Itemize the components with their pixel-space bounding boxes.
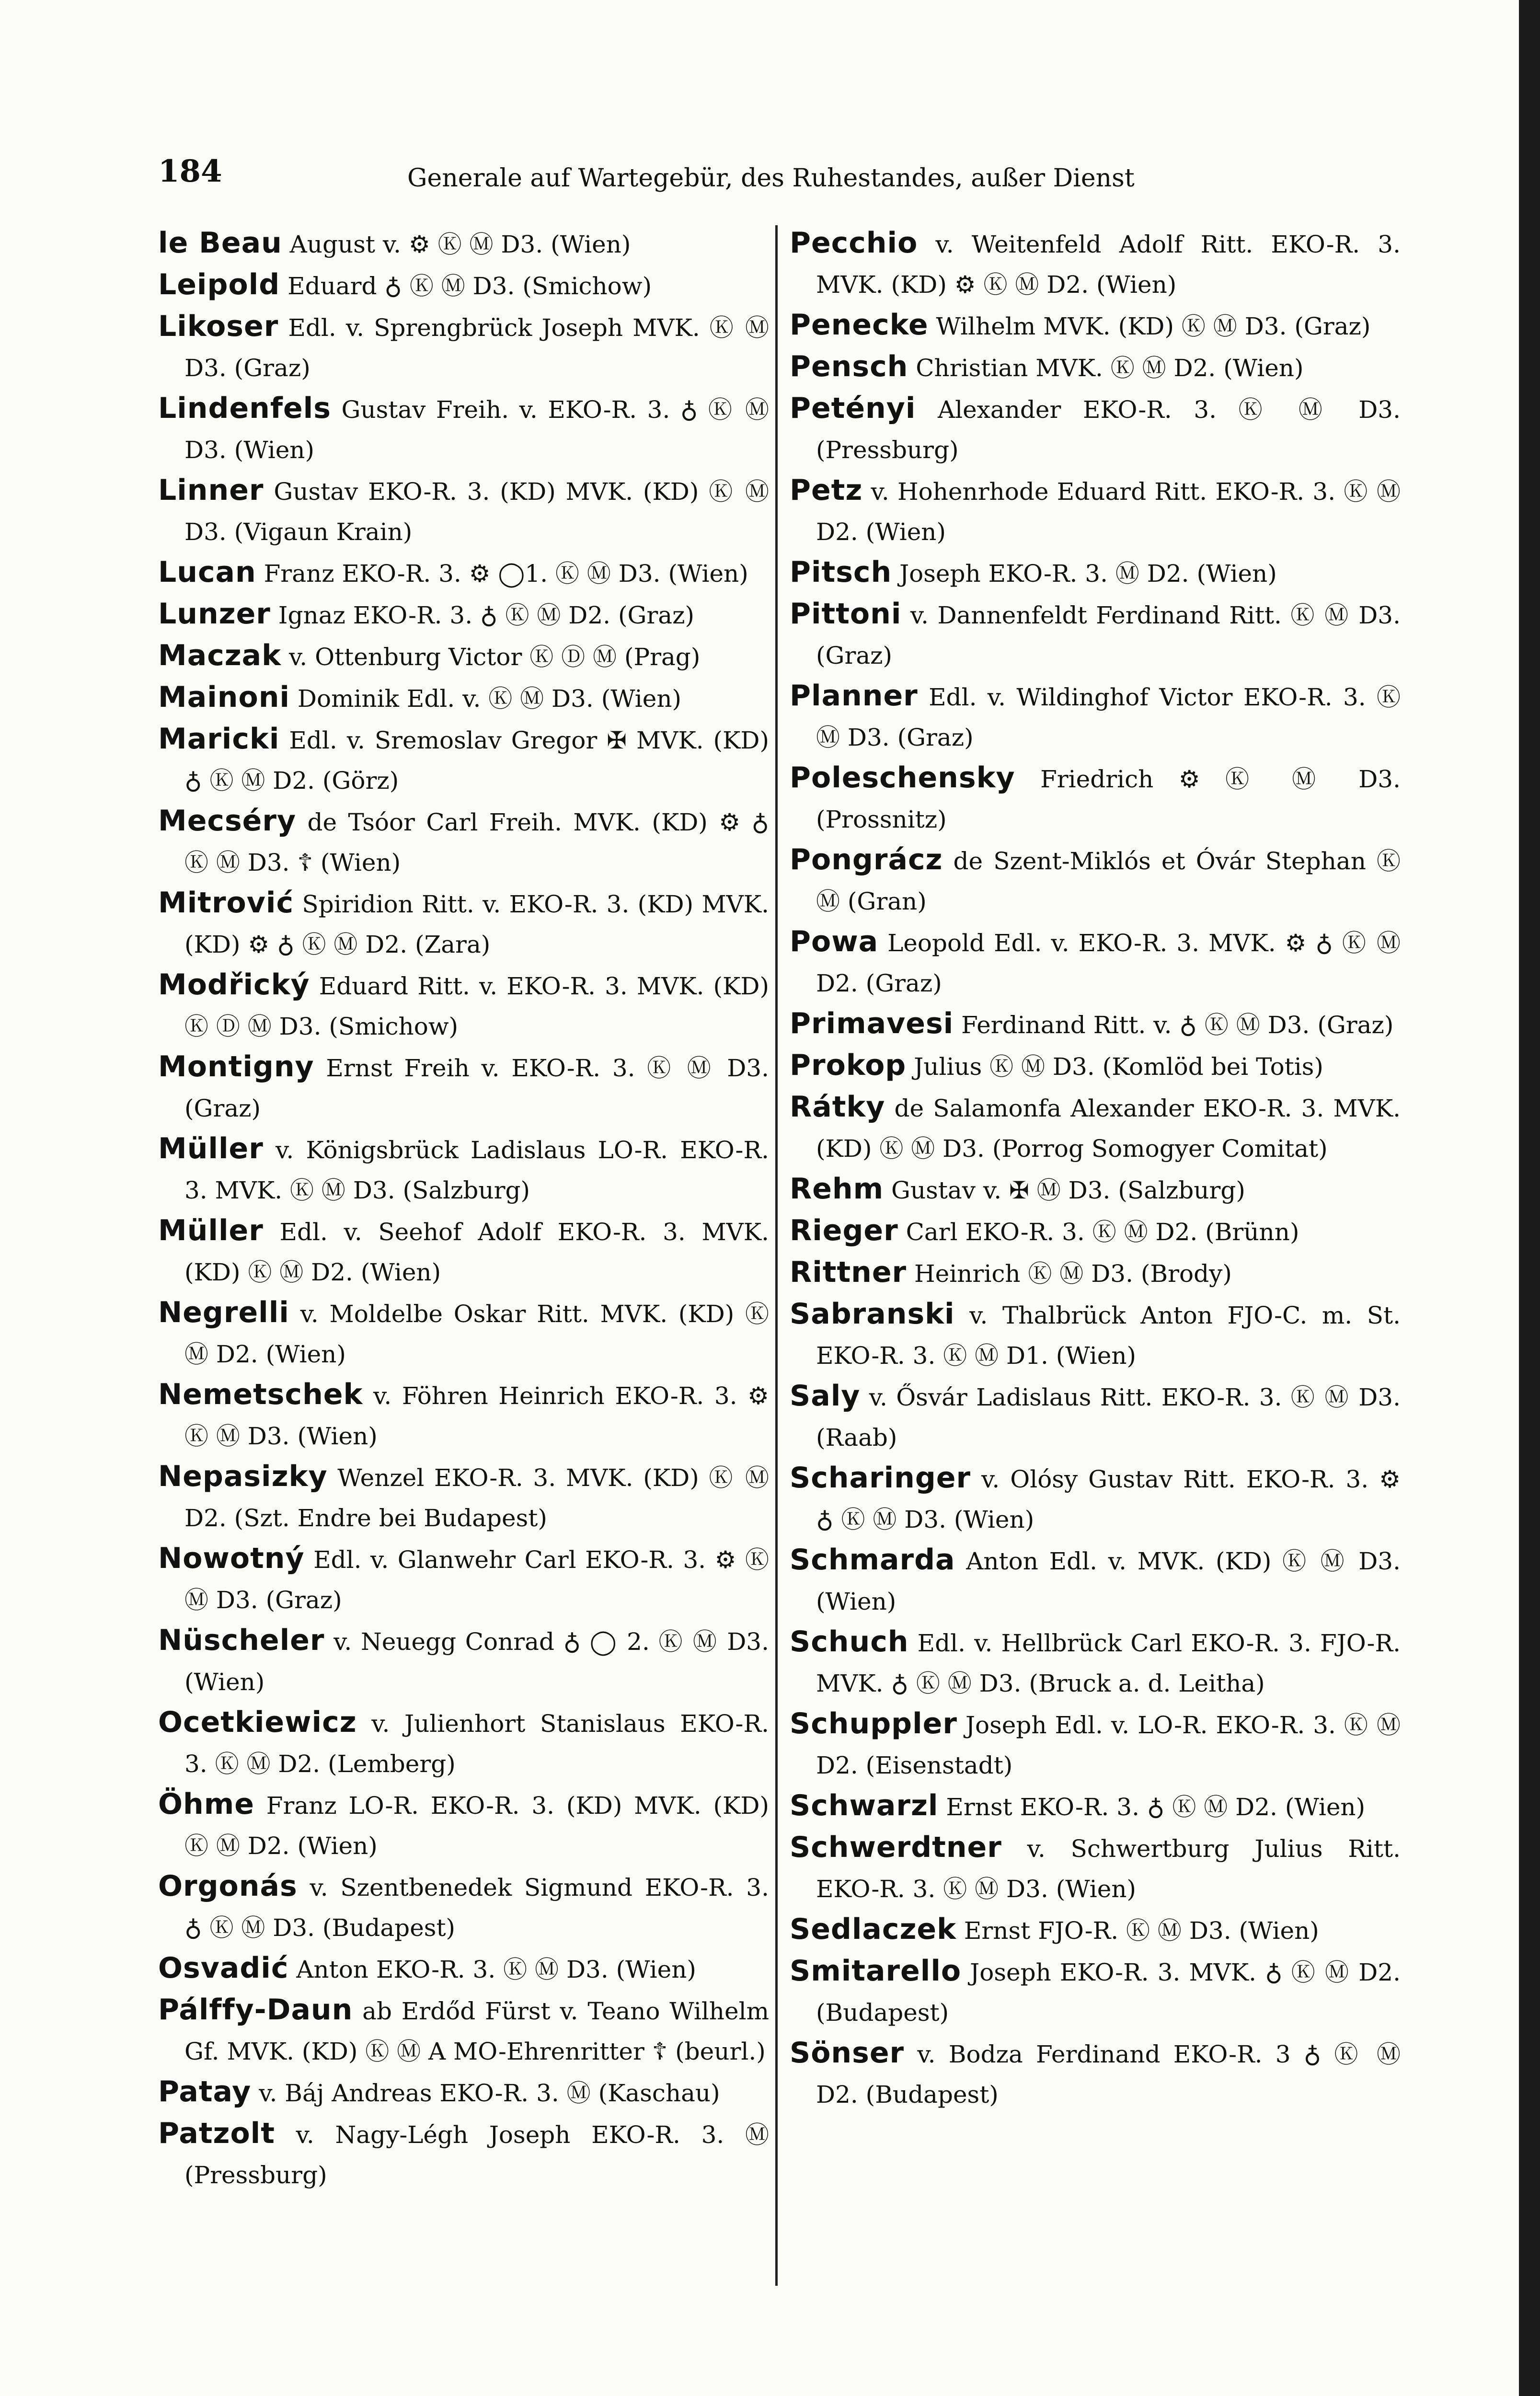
entry-details: Eduard ♁ Ⓚ Ⓜ D3. (Smichow) [280,272,652,300]
register-entry [790,2033,1401,2115]
entry-surname: Scharinger [790,1461,971,1495]
entry-details: v. Ősvár Ladislaus Ritt. EKO-R. 3. Ⓚ Ⓜ D3. (Raab) [816,1383,1401,1451]
register-entry [790,1951,1401,2033]
register-entry [158,2072,769,2113]
entry-details: Ernst Freih v. EKO-R. 3. Ⓚ Ⓜ D3. (Graz) [184,1054,769,1122]
entry-details: Gustav EKO-R. 3. (KD) MVK. (KD) Ⓚ Ⓜ D3. (Vigaun Krain) [184,478,769,546]
register-entry [790,1909,1401,1951]
entry-surname: Pitsch [790,555,892,589]
entry-surname: le Beau [158,226,282,260]
register-entry [158,1702,769,1784]
register-entry [790,1785,1401,1827]
entry-details: Edl. v. Sprengbrück Joseph MVK. Ⓚ Ⓜ D3. (Graz) [184,314,769,382]
entry-surname: Schuppler [790,1707,957,1740]
entry-details: Christian MVK. Ⓚ Ⓜ D2. (Wien) [908,354,1304,382]
entry-details: Ferdinand Ritt. v. ♁ Ⓚ Ⓜ D3. (Graz) [954,1011,1394,1039]
register-entry [158,1129,769,1210]
entry-details: Ernst FJO-R. Ⓚ Ⓜ D3. (Wien) [956,1917,1319,1945]
register-entry [158,635,769,677]
page-header [158,153,1160,206]
register-entry [790,223,1401,305]
entry-details: de Szent-Miklós et Óvár Stephan Ⓚ Ⓜ (Gran) [816,847,1401,915]
entry-surname: Mitrović [158,886,294,920]
register-entry [790,1622,1401,1704]
entry-details: v. Königsbrück Ladislaus LO-R. EKO-R. 3. MVK. Ⓚ Ⓜ D3. (Salzburg) [184,1136,769,1204]
entry-details: v. Nagy-Légh Joseph EKO-R. 3. Ⓜ (Pressburg) [184,2121,769,2189]
entry-details: Eduard Ritt. v. EKO-R. 3. MVK. (KD) Ⓚ Ⓓ Ⓜ D3. (Smichow) [184,972,769,1040]
register-entry [158,1784,769,1866]
register-entry [158,223,769,265]
entry-details: v. Bodza Ferdinand EKO-R. 3 ♁ Ⓚ Ⓜ D2. (Budapest) [816,2040,1401,2108]
register-entry [158,470,769,552]
column-divider [775,225,778,2286]
register-entry [790,305,1401,346]
register-entry [158,965,769,1047]
entry-details: v. Schwertburg Julius Ritt. EKO-R. 3. Ⓚ Ⓜ D3. (Wien) [816,1835,1401,1903]
register-entry [790,1252,1401,1294]
entry-surname: Orgonás [158,1869,298,1903]
register-entry [790,1087,1401,1169]
entry-details: Friedrich ⚙ Ⓚ Ⓜ D3. (Prossnitz) [816,765,1401,833]
entry-details: v. Olósy Gustav Ritt. EKO-R. 3. ⚙ ♁ Ⓚ Ⓜ D3. (Wien) [816,1465,1401,1533]
register-entry [158,552,769,594]
entry-surname: Primavesi [790,1007,954,1040]
entry-details: Wenzel EKO-R. 3. MVK. (KD) Ⓚ Ⓜ D2. (Szt. Endre bei Budapest) [184,1464,769,1532]
register-entry [790,552,1401,594]
register-entry [158,1948,769,1990]
register-entry [790,1458,1401,1540]
entry-surname: Öhme [158,1787,254,1821]
entry-surname: Smitarello [790,1954,962,1988]
register-entry [790,1827,1401,1909]
register-entry [790,676,1401,758]
register-entry [158,1374,769,1456]
entry-details: v. Thalbrück Anton FJO-C. m. St. EKO-R. 3. Ⓚ Ⓜ D1. (Wien) [816,1302,1401,1370]
register-entry [158,306,769,388]
scan-border [1519,0,1540,2396]
register-entry [158,719,769,801]
entry-surname: Likoser [158,310,279,343]
entry-details: v. Moldelbe Oskar Ritt. MVK. (KD) Ⓚ Ⓜ D2. (Wien) [184,1300,769,1368]
entry-surname: Sönser [790,2036,905,2070]
register-entry [158,1620,769,1702]
register-entry [790,1210,1401,1252]
entry-details: Edl. v. Sremoslav Gregor ✠ MVK. (KD) ♁ Ⓚ Ⓜ D2. (Görz) [184,726,769,795]
register-entry [158,265,769,306]
register-entry [158,388,769,470]
entry-surname: Rittner [790,1256,907,1289]
entry-details: Alexander EKO-R. 3. Ⓚ Ⓜ D3. (Pressburg) [816,396,1401,464]
entry-details: Ignaz EKO-R. 3. ♁ Ⓚ Ⓜ D2. (Graz) [270,601,694,629]
entry-surname: Modřický [158,968,310,1002]
entry-details: v. Föhren Heinrich EKO-R. 3. ⚙ Ⓚ Ⓜ D3. (Wien) [184,1382,769,1450]
entry-surname: Müller [158,1132,264,1165]
entry-surname: Leipold [158,268,280,301]
entry-details: Joseph Edl. v. LO-R. EKO-R. 3. Ⓚ Ⓜ D2. (Eisenstadt) [816,1711,1401,1779]
register-entry [158,1210,769,1292]
register-entry [158,1292,769,1374]
entry-surname: Saly [790,1379,861,1413]
entry-details: Edl. v. Hellbrück Carl EKO-R. 3. FJO-R. MVK. ♁ Ⓚ Ⓜ D3. (Bruck a. d. Leitha) [816,1629,1401,1697]
entry-details: v. Julienhort Stanislaus EKO-R. 3. Ⓚ Ⓜ D2. (Lemberg) [184,1710,769,1778]
entry-details: v. Báj Andreas EKO-R. 3. Ⓜ (Kaschau) [251,2079,720,2107]
entry-surname: Osvadić [158,1951,289,1985]
entry-details: Franz LO-R. EKO-R. 3. (KD) MVK. (KD) Ⓚ Ⓜ D2. (Wien) [184,1792,769,1860]
entry-details: Joseph EKO-R. 3. MVK. ♁ Ⓚ Ⓜ D2. (Budapest) [816,1958,1401,2027]
entry-details: ab Erdőd Fürst v. Teano Wilhelm Gf. MVK. (KD) Ⓚ Ⓜ A MO-Ehrenritter ☦ (beurl.) [184,1997,769,2065]
register-entry [790,1294,1401,1376]
entry-details: Heinrich Ⓚ Ⓜ D3. (Brody) [907,1260,1232,1288]
register-entry [790,758,1401,840]
entry-surname: Nepasizky [158,1460,328,1493]
entry-surname: Lunzer [158,597,271,631]
entry-surname: Sabranski [790,1297,955,1331]
entry-details: v. Hohenrhode Eduard Ritt. EKO-R. 3. Ⓚ Ⓜ D2. (Wien) [816,478,1401,546]
entry-surname: Pittoni [790,597,902,631]
entry-surname: Powa [790,925,879,958]
entry-surname: Petz [790,473,863,507]
register-entry [790,1540,1401,1622]
entry-surname: Prokop [790,1048,907,1082]
entry-surname: Petényi [790,392,916,425]
register-entry [158,801,769,883]
entry-surname: Schuch [790,1625,909,1659]
entry-surname: Müller [158,1214,264,1247]
entry-details: August v. ⚙ Ⓚ Ⓜ D3. (Wien) [282,230,631,258]
page-number: 184 [158,153,222,189]
register-entry [790,840,1401,922]
entry-details: Anton Edl. v. MVK. (KD) Ⓚ Ⓜ D3. (Wien) [816,1547,1401,1615]
entry-details: Carl EKO-R. 3. Ⓚ Ⓜ D2. (Brünn) [898,1218,1299,1246]
entry-surname: Nemetschek [158,1378,363,1411]
entry-details: Wilhelm MVK. (KD) Ⓚ Ⓜ D3. (Graz) [928,312,1371,340]
entry-surname: Patay [158,2075,252,2108]
register-entry [158,1990,769,2072]
entry-surname: Mecséry [158,804,297,838]
entry-surname: Schmarda [790,1543,955,1577]
entry-details: Julius Ⓚ Ⓜ D3. (Komlöd bei Totis) [906,1053,1323,1081]
entry-details: v. Szentbenedek Sigmund EKO-R. 3. ♁ Ⓚ Ⓜ D3. (Budapest) [184,1874,769,1942]
entry-surname: Negrelli [158,1296,289,1329]
entry-details: de Tsóor Carl Freih. MVK. (KD) ⚙ ♁ Ⓚ Ⓜ D3. ☦ (Wien) [184,808,769,876]
register-entry [158,1866,769,1948]
entry-details: v. Neuegg Conrad ♁ ◯ 2. Ⓚ Ⓜ D3. (Wien) [184,1628,769,1696]
entry-surname: Nowotný [158,1542,305,1575]
register-entry [790,346,1401,388]
register-entry [790,1704,1401,1785]
entry-details: Leopold Edl. v. EKO-R. 3. MVK. ⚙ ♁ Ⓚ Ⓜ D2. (Graz) [816,929,1401,997]
register-entry [158,1456,769,1538]
register-entry [790,594,1401,676]
register-entry [158,1538,769,1620]
entry-surname: Pecchio [790,226,918,260]
entry-surname: Sedlaczek [790,1912,956,1946]
entry-details: Anton EKO-R. 3. Ⓚ Ⓜ D3. (Wien) [288,1956,696,1983]
entry-surname: Schwarzl [790,1789,939,1822]
entry-surname: Rieger [790,1214,898,1247]
register-entry [790,470,1401,552]
entry-surname: Linner [158,473,264,507]
register-entry [158,594,769,635]
entry-surname: Montigny [158,1050,314,1083]
entry-surname: Rehm [790,1172,884,1206]
entry-surname: Maricki [158,722,280,756]
entry-surname: Lucan [158,555,256,589]
register-entry [790,922,1401,1003]
entry-details: Dominik Edl. v. Ⓚ Ⓜ D3. (Wien) [289,685,682,713]
entry-surname: Planner [790,679,918,713]
entry-details: Edl. v. Seehof Adolf EKO-R. 3. MVK. (KD) Ⓚ Ⓜ D2. (Wien) [184,1218,769,1286]
entry-surname: Lindenfels [158,392,331,425]
left-column [158,223,769,2195]
register-entry [790,1003,1401,1045]
entry-details: Edl. v. Glanwehr Carl EKO-R. 3. ⚙ Ⓚ Ⓜ D3. (Graz) [184,1546,769,1614]
entry-details: de Salamonfa Alexander EKO-R. 3. MVK. (KD) Ⓚ Ⓜ D3. (Porrog Somogyer Comitat) [816,1094,1401,1163]
entry-surname: Pálffy-Daun [158,1993,353,2027]
register-entry [790,1045,1401,1087]
entry-details: v. Ottenburg Victor Ⓚ Ⓓ Ⓜ (Prag) [281,643,701,671]
register-entry [158,1047,769,1129]
entry-details: v. Dannenfeldt Ferdinand Ritt. Ⓚ Ⓜ D3. (Graz) [816,601,1401,669]
entry-details: Edl. v. Wildinghof Victor EKO-R. 3. Ⓚ Ⓜ D3. (Graz) [816,683,1401,751]
entry-details: v. Weitenfeld Adolf Ritt. EKO-R. 3. MVK. (KD) ⚙ Ⓚ Ⓜ D2. (Wien) [816,230,1401,299]
register-entry [158,883,769,965]
entry-details: Franz EKO-R. 3. ⚙ ◯1. Ⓚ Ⓜ D3. (Wien) [256,560,748,587]
entry-surname: Pongrácz [790,843,943,876]
entry-surname: Schwerdtner [790,1831,1002,1864]
entry-surname: Penecke [790,308,929,342]
entry-surname: Maczak [158,639,282,672]
register-entry [158,2113,769,2195]
register-entry [158,677,769,719]
entry-surname: Patzolt [158,2117,275,2150]
register-entry [790,1169,1401,1210]
running-title: Generale auf Wartegebür, des Ruhestandes, außer Dienst [407,164,1135,193]
entry-details: Gustav v. ✠ Ⓜ D3. (Salzburg) [884,1176,1245,1204]
entry-details: Spiridion Ritt. v. EKO-R. 3. (KD) MVK. (KD) ⚙ ♁ Ⓚ Ⓜ D2. (Zara) [184,890,769,958]
entry-details: Ernst EKO-R. 3. ♁ Ⓚ Ⓜ D2. (Wien) [938,1793,1366,1821]
entry-details: Joseph EKO-R. 3. Ⓜ D2. (Wien) [892,560,1277,587]
entry-details: Gustav Freih. v. EKO-R. 3. ♁ Ⓚ Ⓜ D3. (Wien) [184,396,769,464]
right-column [790,223,1401,2115]
register-entry [790,1376,1401,1458]
entry-surname: Poleschensky [790,761,1015,795]
entry-surname: Ocetkiewicz [158,1705,357,1739]
entry-surname: Pensch [790,350,908,383]
entry-surname: Rátky [790,1090,885,1124]
entry-surname: Mainoni [158,680,290,714]
register-entry [790,388,1401,470]
entry-surname: Nüscheler [158,1624,325,1657]
